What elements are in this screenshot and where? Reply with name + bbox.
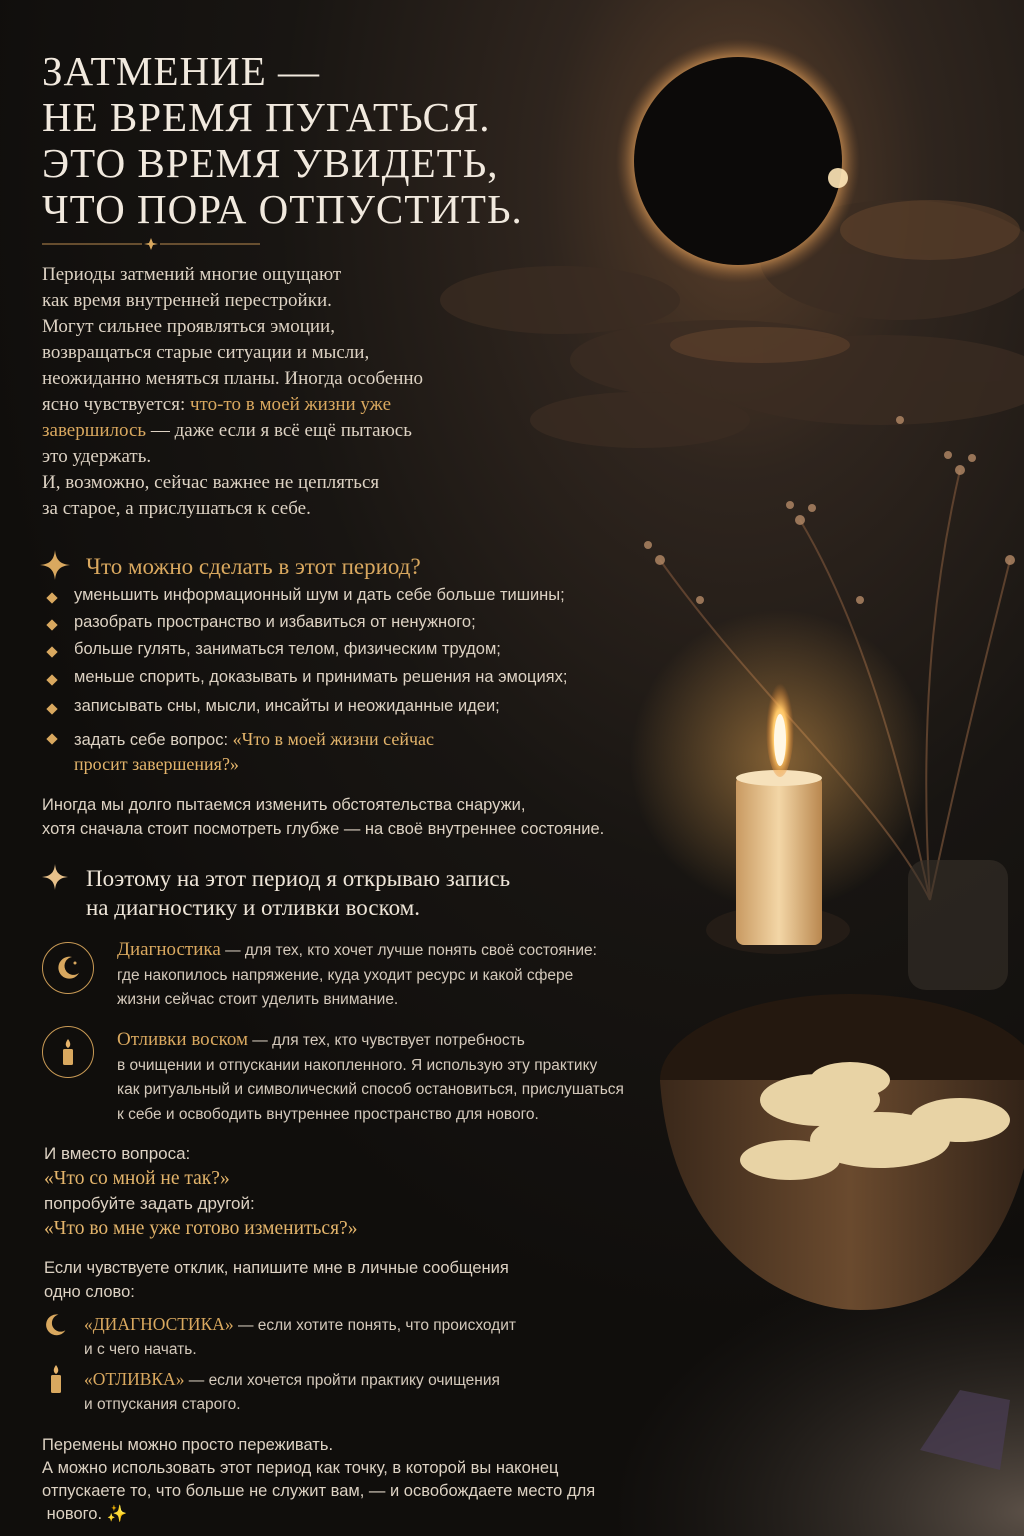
list-item-text: уменьшить информационный шум и дать себе больше тишины; <box>74 586 565 604</box>
intro-line: неожиданно меняться планы. Иногда особенно <box>42 368 424 389</box>
service-name: Отливки воском <box>117 1029 248 1050</box>
cta-wax <box>84 1367 584 1417</box>
cta-intro <box>44 1256 584 1304</box>
title-line: НЕ ВРЕМЯ ПУГАТЬСЯ. <box>42 94 491 140</box>
page-title <box>42 48 562 232</box>
sparkle-icon <box>40 550 70 580</box>
list-item <box>46 727 636 777</box>
sparkles-icon: ✨ <box>106 1505 128 1523</box>
intro-highlight: завершилось <box>42 420 147 441</box>
list-item-text: меньше спорить, доказывать и принимать решения на эмоциях; <box>74 668 568 686</box>
list-item <box>46 697 636 727</box>
paragraph-line: Если чувствуете отклик, напишите мне в личные сообщения <box>44 1259 509 1277</box>
intro-line: это удержать. <box>42 446 152 467</box>
cta-line: и отпускания старого. <box>84 1396 241 1413</box>
cta-text: — если хотите понять, что происходит <box>233 1317 516 1334</box>
keyword-diagnostics: «ДИАГНОСТИКА» <box>84 1314 234 1334</box>
intro-line <box>42 418 512 444</box>
diamond-bullet-icon <box>46 646 57 657</box>
title-line: ЭТО ВРЕМЯ УВИДЕТЬ, <box>42 140 499 186</box>
diamond-bullet-icon <box>46 733 57 744</box>
keyword-wax: «ОТЛИВКА» <box>84 1369 185 1389</box>
paragraph-line: хотя сначала стоит посмотреть глубже — на своё внутреннее состояние. <box>42 820 605 838</box>
service-wax <box>117 1028 657 1127</box>
list-item-text: записывать сны, мысли, инсайты и неожиданные идеи; <box>74 697 500 715</box>
cta-text: — если хочется пройти практику очищения <box>184 1372 500 1389</box>
intro-line: Могут сильнее проявляться эмоции, <box>42 316 335 337</box>
list-item-text: разобрать пространство и избавиться от ненужного; <box>74 613 476 631</box>
diamond-bullet-icon <box>46 703 57 714</box>
candle-icon <box>46 1364 66 1394</box>
moon-icon <box>42 1312 68 1338</box>
intro-text: ясно чувствуется: <box>42 394 190 415</box>
intro-line: за старое, а прислушаться к себе. <box>42 498 311 519</box>
heading-line: Поэтому на этот период я открываю запись <box>86 866 511 891</box>
cta-line <box>84 1367 584 1393</box>
list-item-text: больше гулять, заниматься телом, физическим трудом; <box>74 640 501 658</box>
paragraph-line: Перемены можно просто переживать. <box>42 1436 334 1454</box>
service-diagnostics <box>117 938 657 1013</box>
intro-line: И, возможно, сейчас важнее не цепляться <box>42 472 380 493</box>
question-highlight: «Что в моей жизни сейчас <box>232 729 435 749</box>
diamond-bullet-icon <box>46 619 57 630</box>
list-item <box>46 613 636 640</box>
intro-line: как время внутренней перестройки. <box>42 290 332 311</box>
candle-icon <box>53 1037 83 1067</box>
cta-line: и с чего начать. <box>84 1341 197 1358</box>
service-name: Диагностика <box>117 939 221 960</box>
paragraph-line: А можно использовать этот период как точку, в которой вы наконец <box>42 1459 559 1477</box>
ornament-divider <box>42 236 260 252</box>
outside-paragraph <box>42 793 682 841</box>
todo-list <box>46 586 636 777</box>
question-quote: «Что во мне уже готово измениться?» <box>44 1218 358 1239</box>
cta-diagnostics <box>84 1312 584 1362</box>
question-line: И вместо вопроса: <box>44 1144 191 1163</box>
service-line: жизни сейчас стоит уделить внимание. <box>117 991 399 1008</box>
intro-paragraph <box>42 262 512 522</box>
moon-icon-badge <box>42 942 94 994</box>
intro-highlight: что-то в моей жизни уже <box>189 394 391 415</box>
booking-heading <box>86 864 646 922</box>
list-item <box>46 668 636 697</box>
service-line: где накопилось напряжение, куда уходит ресурс и какой сфере <box>117 966 574 984</box>
question-highlight: просит завершения?» <box>74 754 239 774</box>
service-line: к себе и освободить внутреннее пространство для нового. <box>117 1105 539 1123</box>
paragraph-line <box>42 1503 662 1526</box>
service-text: — для тех, кто хочет лучше понять своё состояние: <box>220 942 597 959</box>
intro-line: Периоды затмений многие ощущают <box>42 264 342 285</box>
todo-heading: Что можно сделать в этот период? <box>86 554 421 579</box>
service-line: в очищении и отпускании накопленного. Я использую эту практику <box>117 1056 598 1074</box>
paragraph-line: Иногда мы долго пытаемся изменить обстоятельства снаружи, <box>42 796 526 814</box>
closing-text: нового. <box>46 1505 103 1523</box>
paragraph-line: одно слово: <box>44 1283 135 1301</box>
cta-line <box>84 1312 584 1338</box>
title-line: ЧТО ПОРА ОТПУСТИТЬ. <box>42 186 523 232</box>
question-quote: «Что со мной не так?» <box>44 1168 230 1189</box>
diamond-bullet-icon <box>46 674 57 685</box>
diamond-bullet-icon <box>46 592 57 603</box>
list-item <box>46 640 636 668</box>
service-line <box>117 938 657 964</box>
moon-icon <box>53 953 83 983</box>
intro-text: — даже если я всё ещё пытаюсь <box>146 420 412 441</box>
service-line <box>117 1028 657 1054</box>
intro-line <box>42 392 512 418</box>
question-line: попробуйте задать другой: <box>44 1194 255 1213</box>
list-item <box>46 586 636 613</box>
service-text: — для тех, кто чувствует потребность <box>248 1032 525 1049</box>
closing-paragraph <box>42 1434 662 1526</box>
heading-line: на диагностику и отливки воском. <box>86 895 420 920</box>
list-item-text: задать себе вопрос: <box>74 731 233 749</box>
question-block <box>44 1142 564 1242</box>
sparkle-icon <box>42 864 68 890</box>
service-line: как ритуальный и символический способ остановиться, прислушаться <box>117 1081 624 1098</box>
paragraph-line: отпускаете то, что больше не служит вам, — и освобождаете место для <box>42 1482 596 1500</box>
title-line: ЗАТМЕНИЕ — <box>42 48 321 94</box>
candle-icon-badge <box>42 1026 94 1078</box>
intro-line: возвращаться старые ситуации и мысли, <box>42 342 370 363</box>
